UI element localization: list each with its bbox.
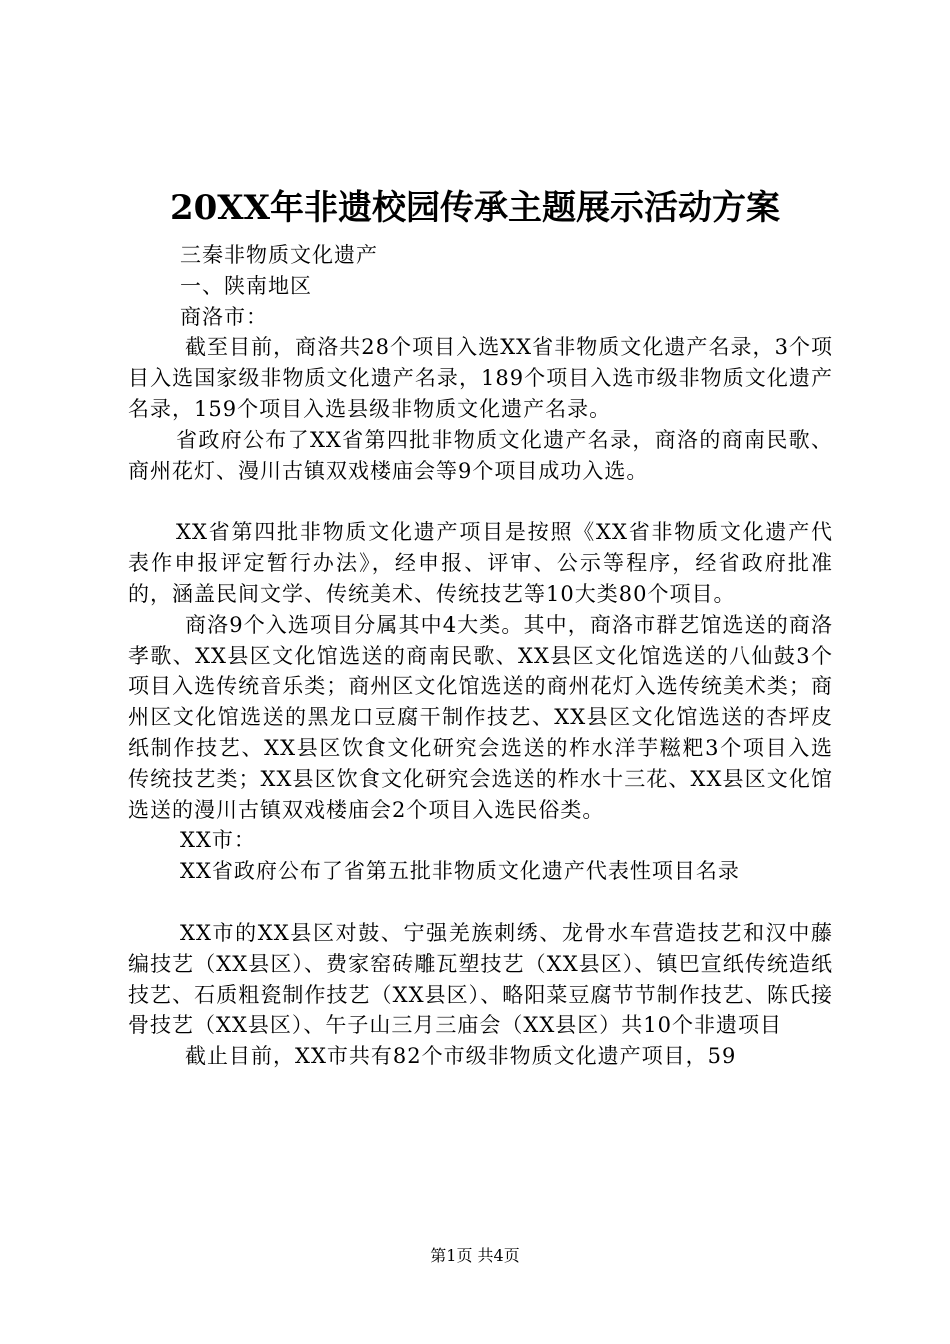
paragraph-fourth-batch-detail: XX省第四批非物质文化遗产项目是按照《XX省非物质文化遗产代表作申报评定暂行办法》，经申报、评审、公示等程序，经省政府批准的，涵盖民间文学、传统美术、传统技艺等10大类80个项目。	[128, 520, 833, 606]
paragraph-heading-xx-city: XX市：	[180, 828, 256, 853]
paragraph-heading-sanqin: 三秦非物质文化遗产	[180, 243, 378, 267]
paragraph-xx-city-projects: XX市的XX县区对鼓、宁强羌族刺绣、龙骨水车营造技艺和汉中藤编技艺（XX县区）、费家窑砖雕瓦塑技艺（XX县区）、镇巴宣纸传统造纸技艺、石质粗瓷制作技艺（XX县区）、略阳菜豆腐节节制作技艺、陈氏接骨技艺（XX县区）、午子山三月三庙会（XX县区）共10个非遗项目	[128, 920, 833, 1038]
document-body	[128, 240, 833, 1072]
paragraph-xx-city-summary: 截止目前，XX市共有82个市级非物质文化遗产项目，59	[185, 1044, 737, 1069]
page-footer: 第1页 共4页	[430, 1246, 520, 1265]
document-title: 20XX年非遗校园传承主题展示活动方案	[169, 188, 781, 228]
paragraph-heading-shangluo: 商洛市：	[180, 304, 268, 329]
paragraph-fifth-batch: XX省政府公布了省第五批非物质文化遗产代表性项目名录	[180, 859, 740, 884]
paragraph-shangluo-projects: 商洛9个入选项目分属其中4大类。其中，商洛市群艺馆选送的商洛孝歌、XX县区文化馆选送的商南民歌、XX县区文化馆选送的八仙鼓3个项目入选传统音乐类；商州区文化馆选送的商州花灯入选传统美术类；商州区文化馆选送的黑龙口豆腐干制作技艺、XX县区文化馆选送的杏坪皮纸制作技艺、XX县区饮食文化研究会选送的柞水洋芋糍粑3个项目入选传统技艺类；XX县区饮食文化研究会选送的柞水十三花、XX县区文化馆选送的漫川古镇双戏楼庙会2个项目入选民俗类。	[128, 612, 833, 822]
paragraph-fourth-batch: 省政府公布了XX省第四批非物质文化遗产名录，商洛的商南民歌、商州花灯、漫川古镇双戏楼庙会等9个项目成功入选。	[128, 427, 833, 483]
blank-line	[128, 887, 833, 918]
paragraph-shangluo-summary: 截至目前，商洛共28个项目入选XX省非物质文化遗产名录，3个项目入选国家级非物质文化遗产名录，189个项目入选市级非物质文化遗产名录，159个项目入选县级非物质文化遗产名录。	[128, 335, 833, 421]
paragraph-heading-shaanxi-south: 一、陕南地区	[180, 273, 312, 298]
blank-line	[128, 486, 833, 517]
